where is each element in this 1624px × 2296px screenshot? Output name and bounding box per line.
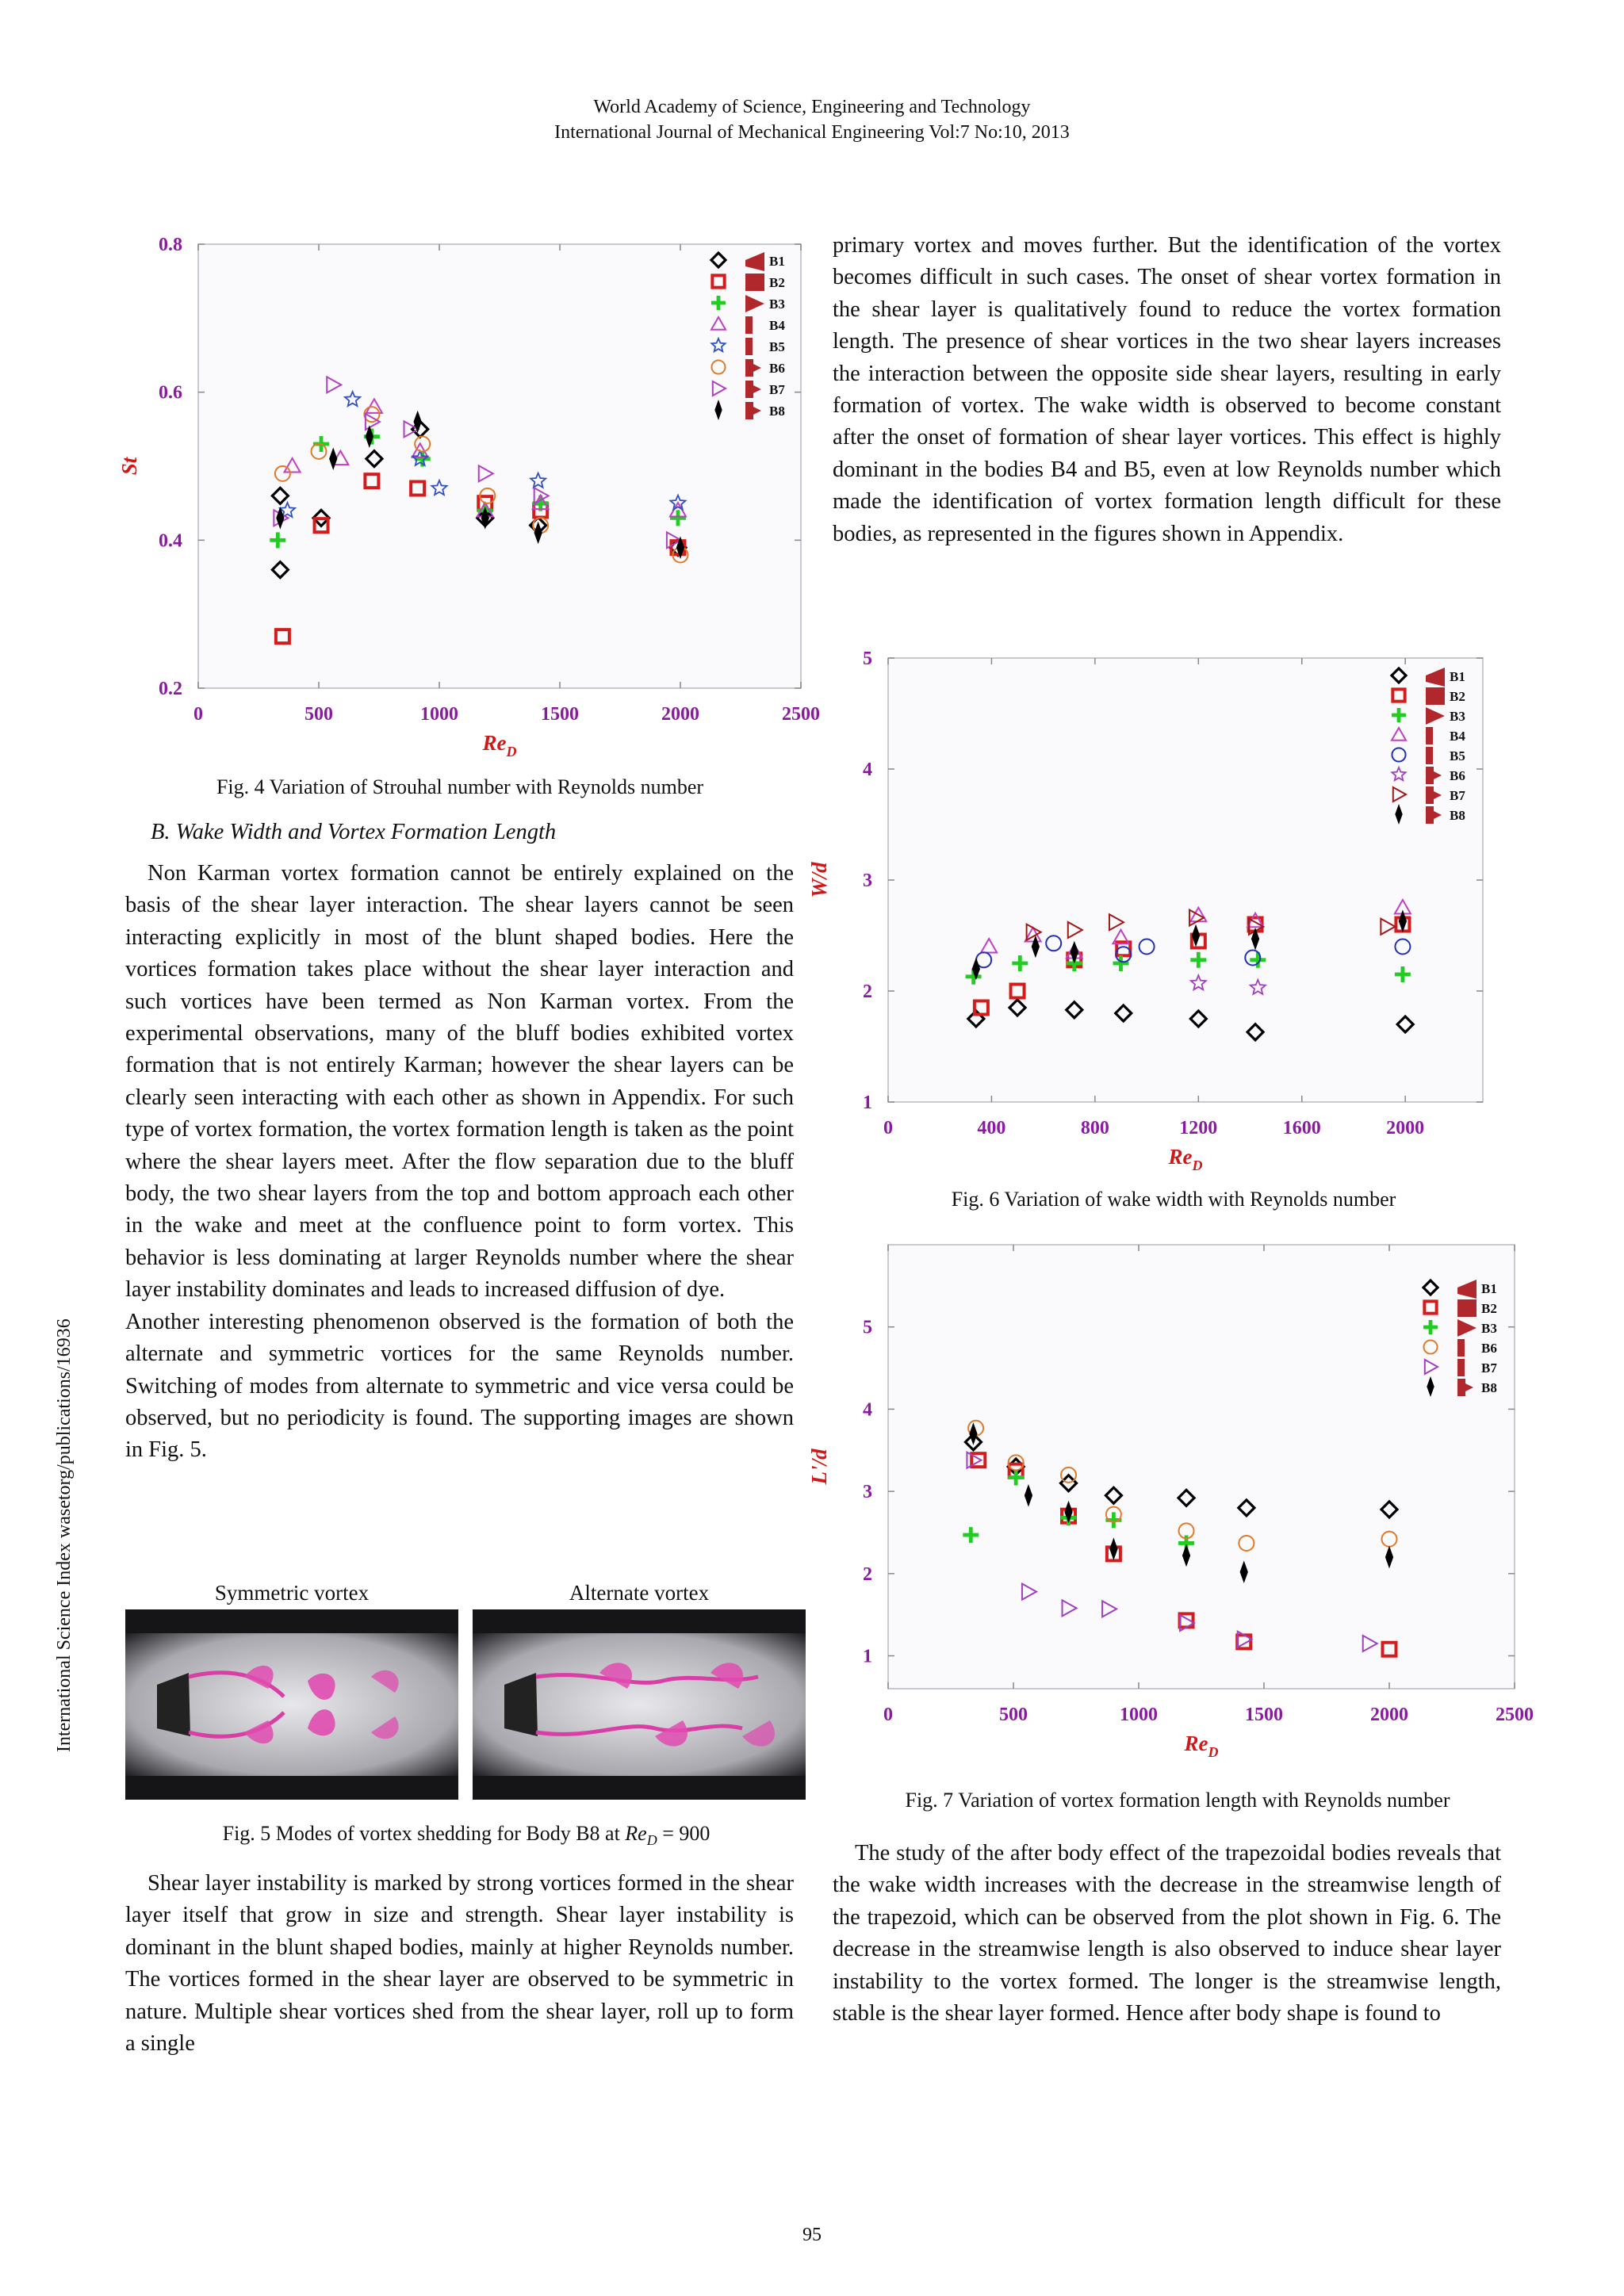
legend-shape-b5 — [745, 338, 753, 355]
legend-label-b6: B6 — [1481, 1341, 1497, 1356]
fig5-caption-suffix: = 900 — [657, 1822, 710, 1845]
paragraph-primary-vortex: primary vortex and moves further. But the identification of the vortex becomes difficult in such cases. The onset of shear vortex formation in the shear layer is qualitatively found to reduce the vortex formation length. The presence of shear vortices in the two shear layers increases the interaction between the opposite side shear layers, resulting in early formation of vortex. The wake width is observed to become constant after the onset of formation of shear layer vortices. This effect is highly dominant in the bodies B4 and B5, even at low Reynolds number which made the identification of vortex formation length difficult for these bodies, as represented in the figures shown in Appendix. — [833, 233, 1501, 546]
right-column-bottom — [833, 1838, 1501, 2030]
x-tick-label: 1200 — [1179, 1118, 1218, 1138]
legend-label-b5: B5 — [1450, 748, 1465, 763]
x-tick-label: 500 — [999, 1705, 1028, 1725]
y-tick-label: 0.2 — [159, 679, 182, 699]
legend-shape-b2 — [1426, 687, 1445, 705]
plot-frame — [888, 658, 1483, 1102]
side-note: International Science Index wasetorg/publications/16936 — [54, 1318, 75, 1752]
paragraph-shear-instability: Shear layer instability is marked by strong vortices formed in the shear layer itself that grow in size and strength. Shear layer instability is dominant in the blunt shaped bodies, mainly at higher Reynolds number. The vortices formed in the shear layer are observed to be symmetric in nature. Multiple shear vortices shed from the shear layer, roll up to form a single — [125, 1871, 794, 2057]
legend-label-b2: B2 — [769, 275, 785, 290]
y-axis-title: W/d — [807, 862, 831, 898]
legend-shape-b5 — [1426, 747, 1433, 764]
legend-label-b5: B5 — [769, 339, 785, 354]
x-tick-label: 0 — [883, 1118, 893, 1138]
journal-volume: International Journal of Mechanical Engineering Vol:7 No:10, 2013 — [554, 122, 1070, 143]
x-axis-title — [1184, 1732, 1219, 1760]
x-tick-label: 800 — [1080, 1118, 1109, 1138]
y-axis-title: L'/d — [807, 1448, 831, 1485]
plot-frame — [198, 244, 801, 688]
legend-label-b7: B7 — [1481, 1360, 1497, 1376]
section-heading: B. Wake Width and Vortex Formation Length — [151, 820, 557, 844]
legend-label-b2: B2 — [1481, 1301, 1497, 1316]
legend-label-b1: B1 — [1481, 1281, 1497, 1296]
legend-label-b6: B6 — [769, 361, 785, 376]
x-tick-label: 2000 — [1370, 1705, 1408, 1725]
legend-label-b7: B7 — [769, 382, 785, 397]
y-tick-label: 5 — [863, 1317, 872, 1338]
x-axis-title-main: Re — [1184, 1732, 1208, 1755]
legend-label-b1: B1 — [769, 254, 785, 269]
x-tick-label: 2500 — [1496, 1705, 1534, 1725]
y-tick-label: 0.6 — [159, 382, 182, 404]
legend-label-b4: B4 — [769, 318, 785, 333]
legend-label-b3: B3 — [769, 297, 785, 312]
left-column-body — [125, 858, 794, 1467]
fig5-caption-prefix: Fig. 5 Modes of vortex shedding for Body B8 at — [222, 1822, 626, 1845]
legend-shape-b2 — [1457, 1299, 1477, 1317]
legend-shape-b4 — [745, 316, 753, 334]
y-axis-title: St — [117, 457, 141, 476]
y-tick-label: 4 — [863, 1399, 872, 1421]
legend-shape-b6 — [1457, 1339, 1465, 1357]
y-tick-label: 4 — [863, 760, 872, 780]
legend-shape-b4 — [1426, 727, 1433, 744]
legend-label-b4: B4 — [1450, 729, 1465, 744]
fig4-caption: Fig. 4 Variation of Strouhal number with Reynolds number — [216, 775, 704, 798]
legend-label-b8: B8 — [1481, 1380, 1497, 1395]
x-tick-label: 400 — [977, 1118, 1006, 1138]
legend-label-b3: B3 — [1481, 1321, 1497, 1336]
x-axis-title-sub: D — [1208, 1744, 1219, 1760]
y-tick-label: 1 — [863, 1646, 872, 1667]
left-column-bottom — [125, 1868, 794, 2060]
legend-shape-b2 — [745, 274, 764, 291]
x-tick-label: 500 — [304, 704, 333, 725]
x-axis-title-sub: D — [506, 744, 517, 760]
y-tick-label: 2 — [863, 982, 872, 1002]
fig7-caption: Fig. 7 Variation of vortex formation length with Reynolds number — [905, 1789, 1450, 1812]
page-number: 95 — [802, 2225, 822, 2245]
y-tick-label: 2 — [863, 1563, 872, 1585]
fig6-caption: Fig. 6 Variation of wake width with Reynolds number — [951, 1188, 1396, 1211]
legend-label-b1: B1 — [1450, 669, 1465, 684]
fig4-chart — [119, 230, 833, 769]
symmetric-vortex-photo — [125, 1609, 458, 1800]
x-tick-label: 0 — [193, 704, 203, 725]
fig5-caption-sub: D — [646, 1832, 657, 1849]
y-tick-label: 0.4 — [159, 530, 182, 552]
fig7-chart — [807, 1237, 1538, 1776]
legend-label-b8: B8 — [1450, 808, 1465, 823]
legend-label-b3: B3 — [1450, 709, 1465, 724]
right-column-top — [833, 230, 1501, 550]
journal-name: World Academy of Science, Engineering and Technology — [593, 97, 1031, 117]
x-axis-title-sub: D — [1192, 1158, 1203, 1173]
legend-shape-b7 — [1457, 1359, 1465, 1376]
x-tick-label: 0 — [883, 1705, 893, 1725]
x-tick-label: 2000 — [1386, 1118, 1425, 1138]
paragraph-modes: Another interesting phenomenon observed is the formation of both the alternate and symmetric vortices for the same Reynolds number. Switching of modes from alternate to symmetric and vice versa could be observed, but no periodicity is found. The supporting images are shown in Fig. 5. — [125, 1309, 794, 1463]
x-axis-title — [1168, 1145, 1203, 1173]
x-tick-label: 1600 — [1282, 1118, 1321, 1138]
x-tick-label: 2500 — [782, 704, 820, 725]
x-tick-label: 1500 — [541, 704, 579, 725]
fig5-caption-re: Re — [625, 1822, 647, 1845]
y-tick-label: 3 — [863, 1482, 872, 1503]
fig5-caption — [125, 1820, 807, 1854]
y-tick-label: 3 — [863, 871, 872, 891]
paragraph-non-karman: Non Karman vortex formation cannot be entirely explained on the basis of the shear layer interaction. The shear layers cannot be seen interacting explicitly in most of the blunt shaped bodies. Here the vortices formation takes place without the shear layer interaction and such vortices have been termed as Non Karman vortex. From the experimental observations, many of the bluff bodies exhibited vortex formation that is not entirely Karman; however the shear layers can be clearly seen interacting with each other as shown in Appendix. For such type of vortex formation, the vortex formation length is taken as the point where the shear layers meet. After the flow separation due to the bluff body, the two shear layers from the top and bottom approach each other in the wake and meet at the confluence point to form vortex. This behavior is less dominating at larger Reynolds number where the shear layer instability dominates and leads to increased diffusion of dye. — [125, 861, 794, 1303]
legend-label-b2: B2 — [1450, 689, 1465, 704]
y-tick-label: 5 — [863, 649, 872, 669]
legend-label-b8: B8 — [769, 404, 785, 419]
paragraph-after-body: The study of the after body effect of the trapezoidal bodies reveals that the wake width increases with the decrease in the streamwise length of the trapezoid, which can be observed from the plot shown in Fig. 6. The decrease in the streamwise length is also observed to induce shear layer instability to the vortex formed. The longer is the streamwise length, stable is the shear layer formed. Hence after body shape is found to — [833, 1841, 1501, 2026]
x-tick-label: 2000 — [661, 704, 699, 725]
symmetric-vortex-label: Symmetric vortex — [214, 1581, 370, 1605]
x-tick-label: 1000 — [1120, 1705, 1158, 1725]
x-axis-title — [482, 731, 517, 760]
x-tick-label: 1500 — [1245, 1705, 1283, 1725]
y-tick-label: 0.8 — [159, 235, 182, 255]
legend-label-b6: B6 — [1450, 768, 1465, 783]
alternate-vortex-label: Alternate vortex — [569, 1581, 710, 1605]
x-axis-title-main: Re — [482, 731, 507, 755]
fig6-chart — [807, 649, 1515, 1173]
alternate-vortex-photo — [473, 1609, 806, 1800]
y-tick-label: 1 — [863, 1093, 872, 1113]
x-tick-label: 1000 — [420, 704, 458, 725]
x-axis-title-main: Re — [1168, 1145, 1193, 1169]
legend-label-b7: B7 — [1450, 788, 1465, 803]
